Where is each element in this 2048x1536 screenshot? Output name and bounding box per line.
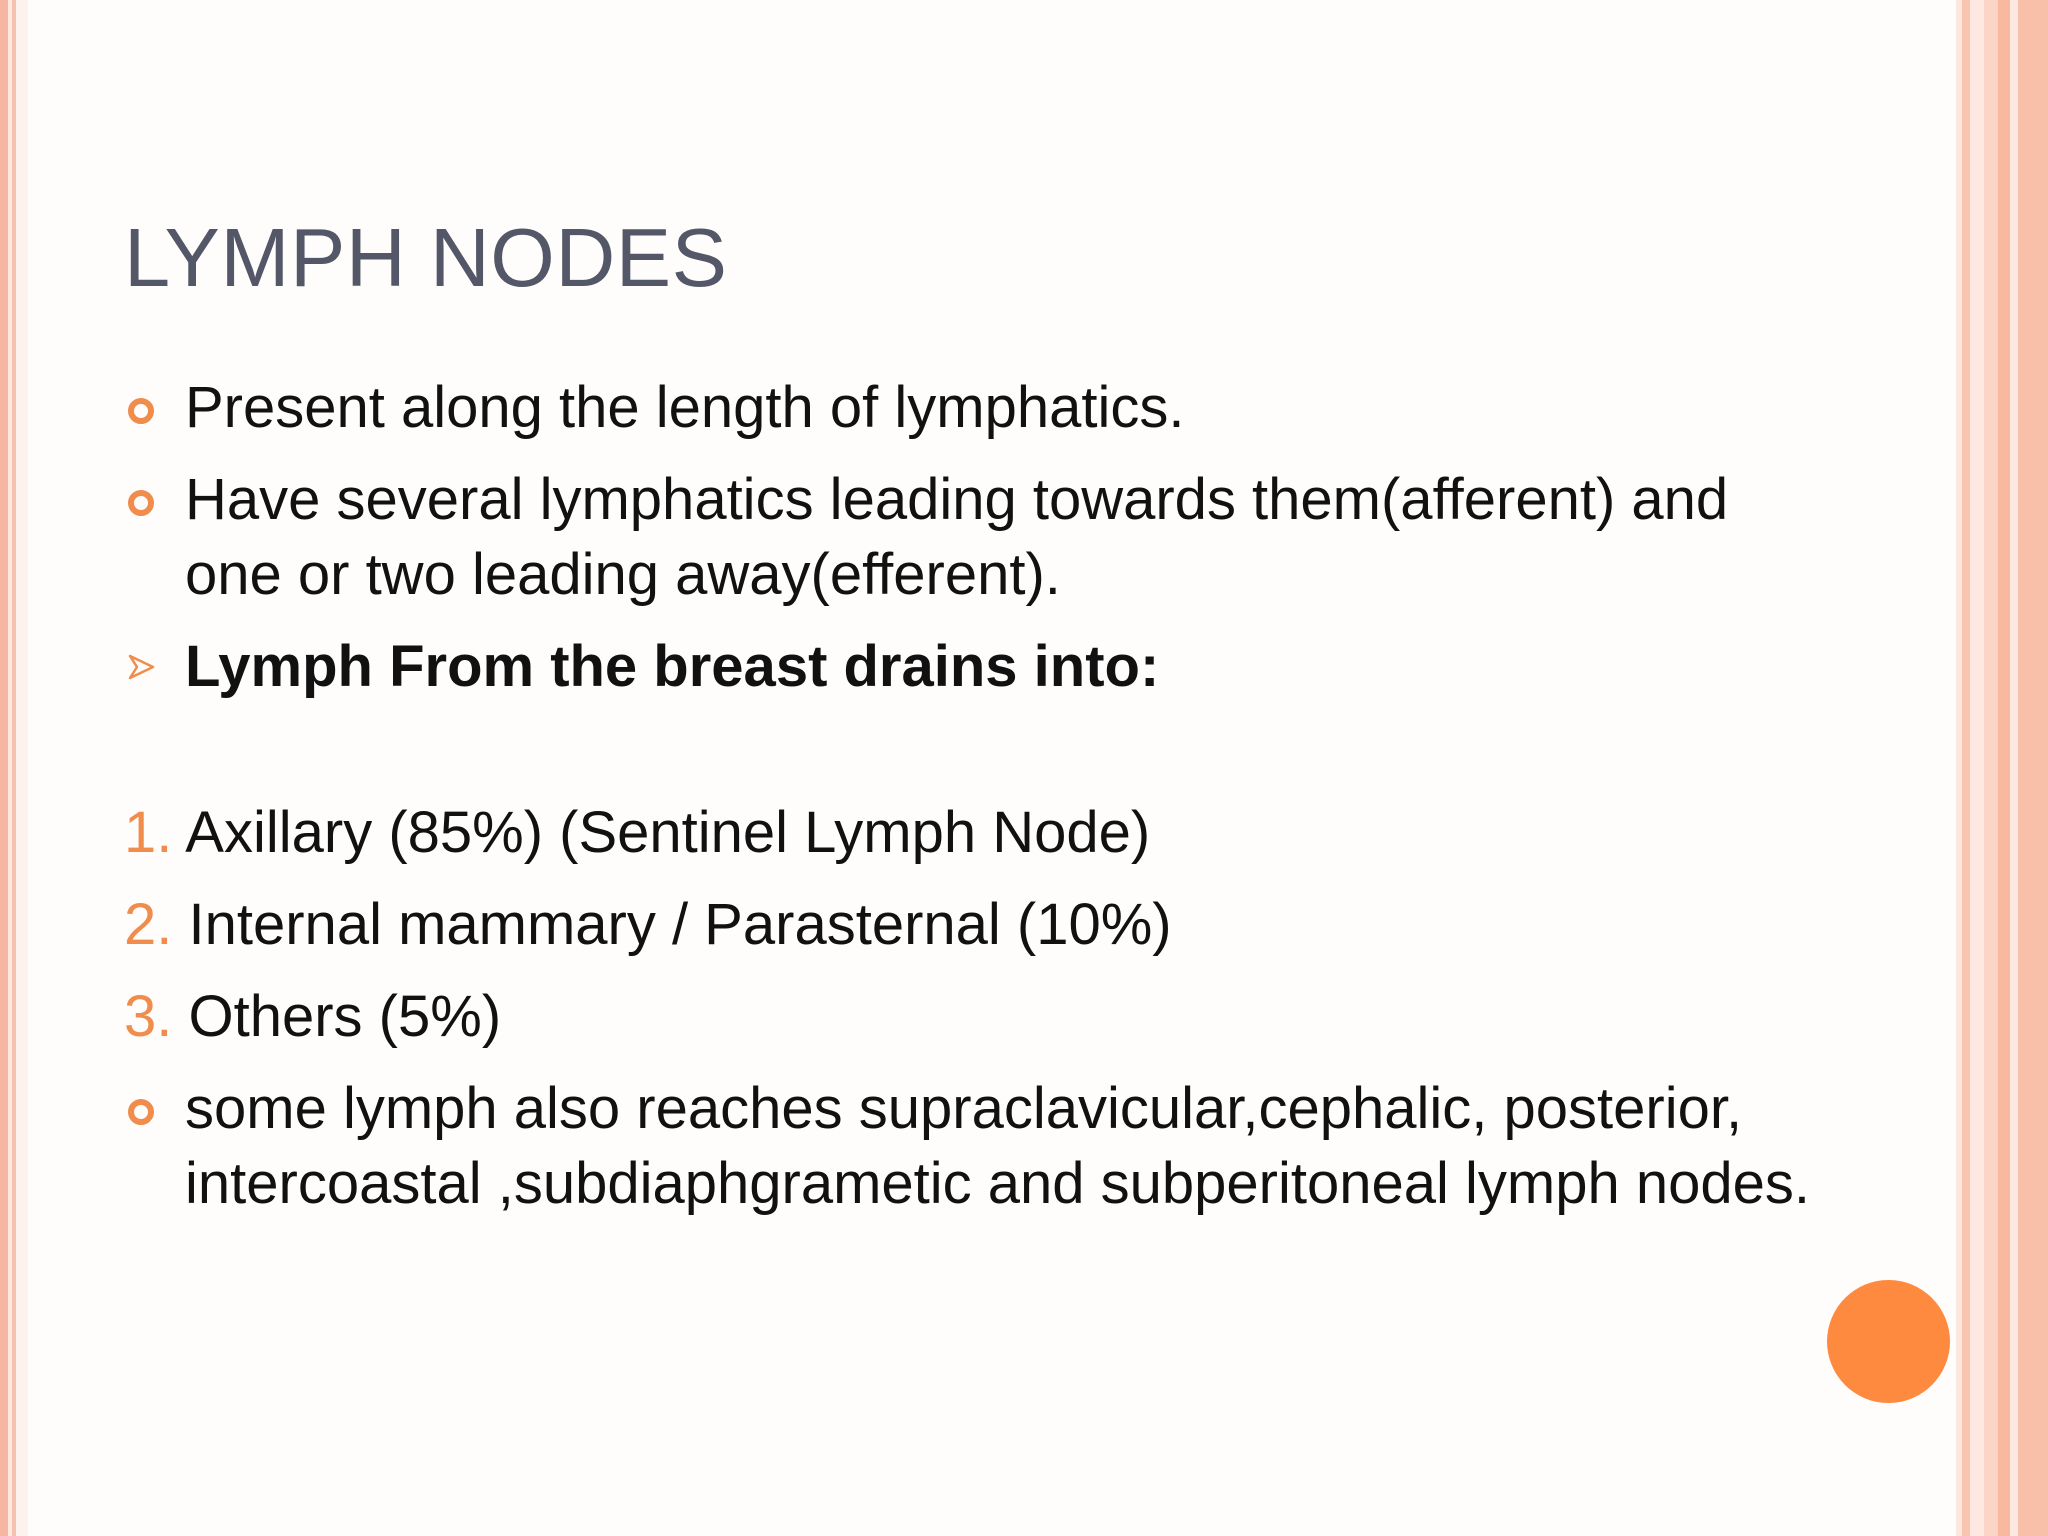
bullet-item <box>124 370 1824 445</box>
numbered-item <box>124 979 1824 1054</box>
numbered-item <box>124 887 1824 962</box>
item-number: 1. <box>124 800 173 865</box>
item-text: Internal mammary / Parasternal (10%) <box>188 892 1172 957</box>
bullet-text: Have several lymphatics leading towards them(afferent) and one or two leading away(efferent). <box>185 467 1729 607</box>
item-text: Axillary (85%) (Sentinel Lymph Node) <box>185 800 1151 865</box>
orange-circle-decoration <box>1827 1280 1950 1403</box>
ring-bullet-icon <box>124 370 174 445</box>
slide-title: LYMPH NODES <box>124 211 728 304</box>
bullet-text: Present along the length of lymphatics. <box>185 375 1185 440</box>
spacer <box>124 721 1824 795</box>
ring-bullet-icon <box>124 1071 174 1146</box>
right-border-decoration <box>1956 0 2048 1536</box>
bullet-text: some lymph also reaches supraclavicular,cephalic, posterior, intercoastal ,subdiaphgrametic and subperitoneal lymph nodes. <box>185 1076 1810 1216</box>
left-border-decoration <box>0 0 28 1536</box>
bullet-text: Lymph From the breast drains into: <box>185 634 1160 699</box>
item-text: Others (5%) <box>188 984 502 1049</box>
bullet-item <box>124 462 1824 612</box>
bullet-item <box>124 629 1824 704</box>
ring-bullet-icon <box>124 462 174 537</box>
slide-content <box>124 370 1824 1238</box>
item-number: 3. <box>124 984 173 1049</box>
numbered-item <box>124 795 1824 870</box>
bullet-item <box>124 1071 1824 1221</box>
arrowhead-bullet-icon <box>124 629 174 704</box>
item-number: 2. <box>124 892 173 957</box>
